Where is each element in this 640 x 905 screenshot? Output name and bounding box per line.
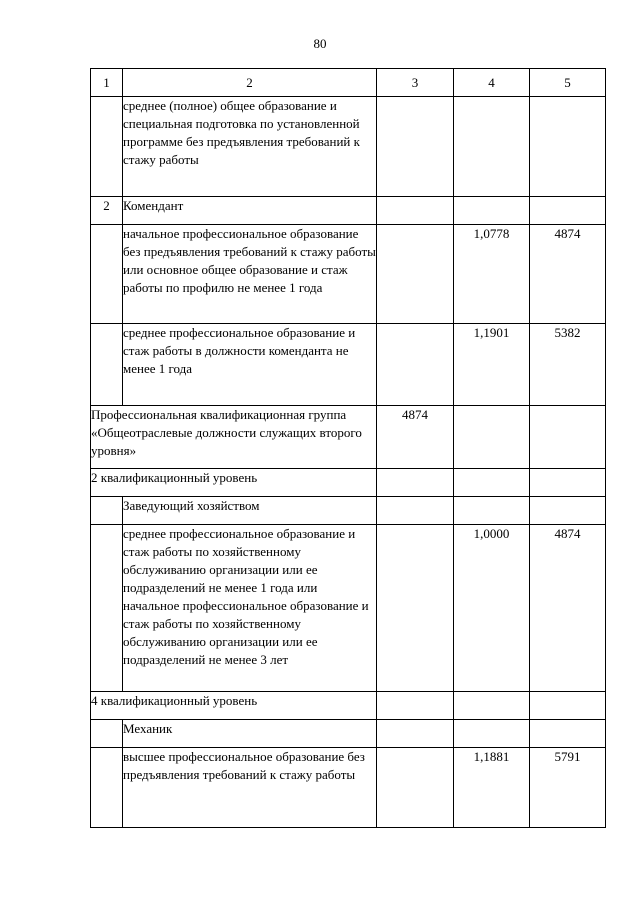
table-row <box>91 225 606 324</box>
table-row <box>91 692 606 720</box>
value-cell <box>377 324 454 406</box>
value-cell <box>377 469 454 497</box>
table-row <box>91 197 606 225</box>
salary-cell: 5791 <box>530 748 606 828</box>
table-row <box>91 469 606 497</box>
value-cell <box>377 720 454 748</box>
coefficient-cell <box>454 720 530 748</box>
coefficient-cell <box>454 497 530 525</box>
value-cell <box>377 692 454 720</box>
requirements-cell: начальное профессиональное образование без предъявления требований к стажу работы или основное общее образование и стаж работы по профилю не менее 1 года <box>123 225 377 324</box>
value-cell <box>377 748 454 828</box>
level-title-cell: 4 квалификационный уровень <box>91 692 377 720</box>
coefficient-cell <box>454 406 530 469</box>
salary-cell <box>530 469 606 497</box>
row-number-cell <box>91 748 123 828</box>
row-number-cell <box>91 225 123 324</box>
coefficient-cell: 1,0778 <box>454 225 530 324</box>
coefficient-cell: 1,1901 <box>454 324 530 406</box>
header-cell: 5 <box>530 69 606 97</box>
header-cell: 3 <box>377 69 454 97</box>
value-cell <box>377 497 454 525</box>
row-number-cell <box>91 720 123 748</box>
requirements-cell: среднее профессиональное образование и стаж работы в должности коменданта не менее 1 года <box>123 324 377 406</box>
table-row <box>91 324 606 406</box>
position-title-cell: Механик <box>123 720 377 748</box>
level-title-cell: 2 квалификационный уровень <box>91 469 377 497</box>
base-salary-cell: 4874 <box>377 406 454 469</box>
coefficient-cell <box>454 692 530 720</box>
header-cell: 1 <box>91 69 123 97</box>
salary-cell <box>530 406 606 469</box>
value-cell <box>377 97 454 197</box>
coefficient-cell <box>454 97 530 197</box>
position-title-cell: Комендант <box>123 197 377 225</box>
salary-cell <box>530 692 606 720</box>
row-number-cell <box>91 525 123 692</box>
table-row <box>91 97 606 197</box>
table-row <box>91 720 606 748</box>
value-cell <box>377 225 454 324</box>
salary-cell: 5382 <box>530 324 606 406</box>
coefficient-cell <box>454 469 530 497</box>
header-cell: 2 <box>123 69 377 97</box>
salary-cell: 4874 <box>530 525 606 692</box>
coefficient-cell: 1,1881 <box>454 748 530 828</box>
row-number-cell <box>91 97 123 197</box>
table-row <box>91 406 606 469</box>
salary-cell <box>530 197 606 225</box>
salary-cell <box>530 497 606 525</box>
table-row <box>91 748 606 828</box>
salary-cell: 4874 <box>530 225 606 324</box>
requirements-cell: среднее профессиональное образование и стаж работы по хозяйственному обслуживанию организации или ее подразделений не менее 1 года или начальное профессиональное образование и стаж работы по хозяйственному обслуживанию организации или ее подразделений не менее 3 лет <box>123 525 377 692</box>
salary-cell <box>530 97 606 197</box>
coefficient-cell: 1,0000 <box>454 525 530 692</box>
page-number: 80 <box>313 36 327 51</box>
salary-cell <box>530 720 606 748</box>
table-row <box>91 525 606 692</box>
row-number-cell <box>91 324 123 406</box>
header-cell: 4 <box>454 69 530 97</box>
requirements-cell: высшее профессиональное образование без предъявления требований к стажу работы <box>123 748 377 828</box>
salary-table <box>90 68 606 828</box>
value-cell <box>377 197 454 225</box>
row-number-cell: 2 <box>91 197 123 225</box>
requirements-cell: среднее (полное) общее образование и специальная подготовка по установленной программе без предъявления требований к стажу работы <box>123 97 377 197</box>
position-title-cell: Заведующий хозяйством <box>123 497 377 525</box>
value-cell <box>377 525 454 692</box>
table-row <box>91 497 606 525</box>
group-title-cell: Профессиональная квалификационная группа «Общеотраслевые должности служащих второго уровня» <box>91 406 377 469</box>
coefficient-cell <box>454 197 530 225</box>
row-number-cell <box>91 497 123 525</box>
table-header-row <box>91 69 606 97</box>
